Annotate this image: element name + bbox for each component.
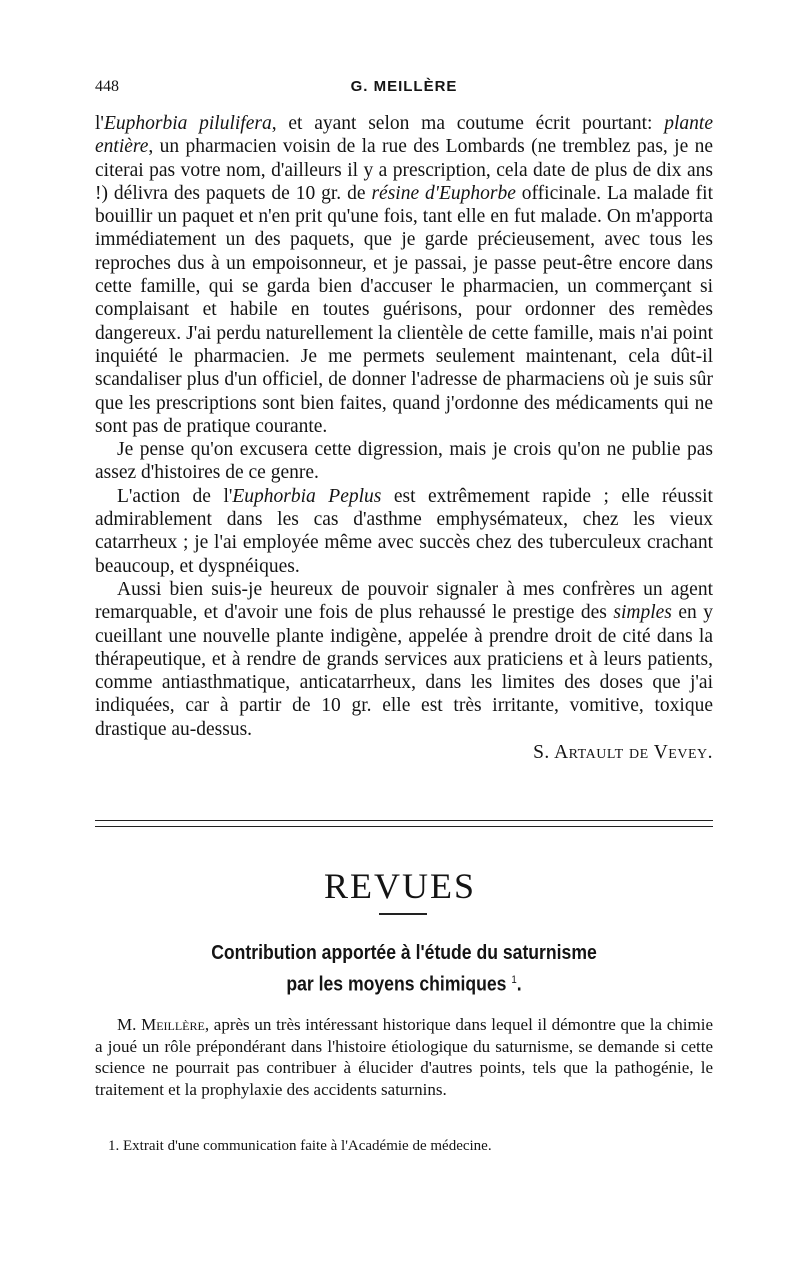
article-title [132,940,676,999]
text-run: l' [95,113,104,134]
italic-text: plante entière [95,113,713,158]
italic-text: Euphorbia Peplus [232,485,382,507]
article-title-line-2-text: par les moyens chimiques [286,973,507,996]
text-run: , et ayant selon ma coutume écrit pourtant: [271,113,665,134]
running-head: G. MEILLÈRE [350,78,458,95]
section-divider-bottom [95,826,713,827]
text-run: est extrêmement rapide ; elle réussit admirablement dans les cas d'asthme emphysémateux, chez les vieux catarrheux ; je l'ai employée même avec succès chez des tuberculeux crachant beaucoup, et dyspnéiques. [95,485,713,577]
paragraph [95,485,713,578]
text-run: officinale. La malade fit bouillir un paquet et n'en prit qu'une fois, tant elle en fut malade. On m'apporta immédiatement un des paquets, que je garde précieusement, avec tous les reproches dus à un empoisonneur, et je passai, je passe peut-être encore dans cette famille, qui se garda bien d'accuser le pharmacien, un commerçant si complaisant et habile en toutes guérisons, pour ordonner des remèdes dangereux. J'ai perdu naturellement la clientèle de cette famille, mais n'ai point inquiété le pharmacien. Je me permets seulement maintenant, cela dût-il scandaliser plus d'un officiel, de donner l'adresse de pharmaciens où je suis sûr que les prescriptions sont bien faites, quand j'ordonne des médicaments qui ne sont pas de pratique courante. [95,182,713,437]
italic-text: résine d'Euphorbe [371,182,516,204]
page-number: 448 [95,78,119,95]
text-run: , un pharmacien voisin de la rue des Lombards (ne tremblez pas, je ne citerai pas votre nom, d'ailleurs il y a prescription, cela date de plus de dix ans !) délivra des paquets de 10 gr. de [95,136,713,204]
paragraph [95,112,713,438]
text-run: en y cueillant une nouvelle plante indigène, appelée à prendre droit de cité dans la thérapeutique, et à rendre de grands services aux praticiens et à leurs patients, comme antiasthmatique, anticatarrheux, dans les limites des doses que j'ai indiquées, car à partir de 10 gr. elle est très irritante, vomitive, toxique drastique au-dessus. [95,602,714,740]
footnote: 1. Extrait d'une communication faite à l'Académie de médecine. [108,1138,492,1154]
italic-text: Euphorbia pilulifera [103,113,272,134]
article-author: Meillère [141,1015,205,1034]
page-header [95,78,713,100]
heading-underline [379,913,427,915]
text-run: Aussi bien suis-je heureux de pouvoir signaler à mes confrères un agent remarquable, et d'avoir une fois de plus rehaussé le prestige des [95,578,713,624]
author-signature: S. Artault de Vevey. [533,742,713,764]
paragraph [95,578,713,741]
section-heading: REVUES [323,866,476,906]
italic-text: simples [613,602,672,624]
article-title-line-2: par les moyens chimiques $^1$. [286,973,522,996]
section-divider-top [95,820,713,821]
paragraph [95,438,713,485]
text-run: L'action de l' [117,485,233,507]
article-abstract [95,1014,713,1100]
body-text [95,112,713,764]
footnote-reference: 1 [511,974,517,986]
article-title-line-1: Contribution apportée à l'étude du saturnisme [211,942,597,964]
author-prefix: M. [117,1015,142,1034]
text-run: Je pense qu'on excusera cette digression, mais je crois qu'on ne publie pas assez d'histoires de ce genre. [95,439,713,484]
abstract-text: , après un très intéressant historique dans lequel il démontre que la chimie a joué un rôle prépondérant dans l'histoire étiologique du saturnisme, se demande si cette science ne pourrait pas contribuer à élucider d'autres points, tels que la pathogénie, le traitement et la prophylaxie des accidents saturnins. [95,1015,713,1099]
